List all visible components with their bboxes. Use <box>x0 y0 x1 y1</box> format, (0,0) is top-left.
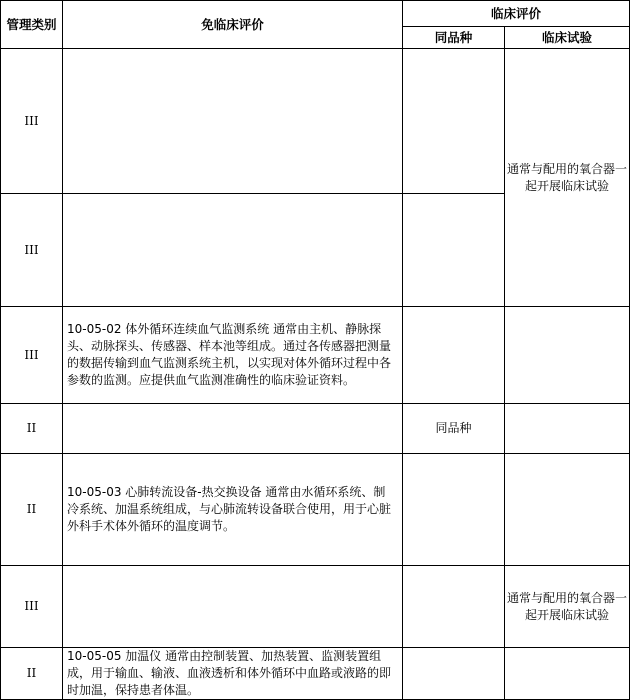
row-clinical-trial <box>505 404 630 454</box>
row-same-variety: 同品种 <box>403 404 505 454</box>
row-category: II <box>1 454 63 566</box>
row-clinical-trial: 通常与配用的氧合器一起开展临床试验 <box>505 566 630 648</box>
table-row <box>1 454 630 566</box>
row-same-variety <box>403 194 505 307</box>
row-clinical-trial <box>505 307 630 404</box>
row-category: III <box>1 307 63 404</box>
row-same-variety <box>403 566 505 648</box>
header-same-variety: 同品种 <box>403 27 505 49</box>
row-clinical-trial <box>505 648 630 700</box>
row-exempt <box>63 566 403 648</box>
row-same-variety <box>403 648 505 700</box>
header-clinical-trial: 临床试验 <box>505 27 630 49</box>
row-same-variety <box>403 307 505 404</box>
header-clinical-evaluation: 临床评价 <box>403 1 630 27</box>
row-same-variety <box>403 454 505 566</box>
row-clinical-trial <box>505 454 630 566</box>
table-row <box>1 49 630 194</box>
row-category: III <box>1 49 63 194</box>
row-exempt: 10-05-03 心肺转流设备-热交换设备 通常由水循环系统、制冷系统、加温系统组成，与心肺流转设备联合使用，用于心脏外科手术体外循环的温度调节。 <box>63 454 403 566</box>
row-clinical-trial-merged: 通常与配用的氧合器一起开展临床试验 <box>505 49 630 307</box>
row-same-variety <box>403 49 505 194</box>
row-exempt: 10-05-02 体外循环连续血气监测系统 通常由主机、静脉探头、动脉探头、传感器、样本池等组成。通过各传感器把测量的数据传输到血气监测系统主机，以实现对体外循环过程中各参数的监测。应提供血气监测准确性的临床验证资料。 <box>63 307 403 404</box>
row-category: II <box>1 648 63 700</box>
row-exempt <box>63 404 403 454</box>
row-category: III <box>1 194 63 307</box>
row-exempt <box>63 49 403 194</box>
table-row <box>1 307 630 404</box>
table-row <box>1 404 630 454</box>
row-category: III <box>1 566 63 648</box>
row-exempt <box>63 194 403 307</box>
header-category: 管理类别 <box>1 1 63 49</box>
header-exempt-clinical: 免临床评价 <box>63 1 403 49</box>
table-row <box>1 648 630 700</box>
row-exempt: 10-05-05 加温仪 通常由控制装置、加热装置、监测装置组成，用于输血、输液、血液透析和体外循环中血路或液路的即时加温，保持患者体温。 <box>63 648 403 700</box>
table-row <box>1 566 630 648</box>
row-category: II <box>1 404 63 454</box>
